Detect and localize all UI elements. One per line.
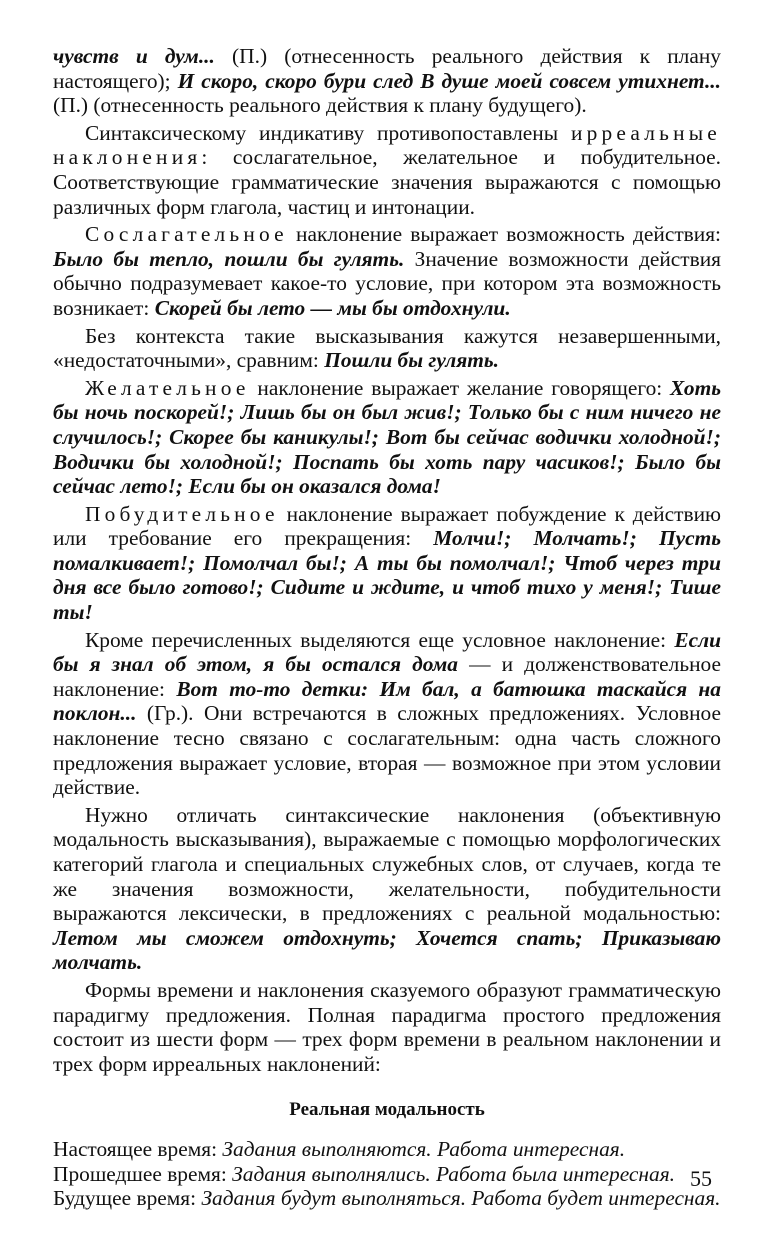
tense-line: [53, 1137, 721, 1162]
paragraph: [53, 628, 721, 800]
example-text: чувств и дум...: [53, 44, 215, 68]
example-text: Если бы я знал об этом, я бы остался дома: [53, 627, 721, 677]
tense-label: Настоящее время:: [53, 1136, 223, 1161]
paragraph: [53, 502, 721, 625]
body-text: наклонение выражает желание говорящего:: [249, 375, 671, 400]
tense-example: Задания выполнялись. Работа была интересная.: [232, 1161, 676, 1186]
body-text: Синтаксическому индикативу противопоставлены: [85, 120, 571, 145]
body-text: Нужно отличать синтаксические наклонения (объективную модальность высказывания), выражаемые с помощью морфологических категорий глагола и специальных служебных слов, от случаев, когда те же значения возможности, желательности, побудительности выражаются лексически, в предложениях с реальной модальностью:: [53, 802, 721, 926]
body-text: : сослагательное, желательное и побудительное. Соответствующие грамматические значения выражаются с помощью различных форм глагола, частиц и интонации.: [53, 145, 721, 219]
body-text: Кроме перечисленных выделяются еще условное наклонение:: [85, 627, 675, 652]
body-text: (П.) (отнесенность реального действия к плану настоящего);: [53, 44, 721, 93]
example-text: Хоть бы ночь поскорей!; Лишь бы он был жив!; Только бы с ним ничего не случилось!; Скорее бы каникулы!; Вот бы сейчас водички холодной!; Водички бы холодной!; Поспать бы хоть пару часиков!; Было бы сейчас лето!; Если бы он оказался дома!: [53, 375, 721, 499]
spaced-term: Побудительное: [85, 501, 279, 526]
body-text: Значение возможности действия обычно подразумевает какое-то условие, при котором эта возможность возникает:: [53, 246, 721, 320]
spaced-term: Желательное: [85, 375, 250, 400]
body-text: наклонение выражает возможность действия:: [287, 222, 721, 247]
tense-line: [53, 1162, 721, 1187]
section-heading: Реальная модальность: [289, 1099, 485, 1121]
example-text: Летом мы сможем отдохнуть; Хочется спать; Приказываю молчать.: [53, 925, 721, 975]
tense-line: [53, 1186, 721, 1211]
paragraphs: [53, 44, 721, 1076]
tense-lines: [53, 1137, 721, 1211]
example-text: Вот то-то детки: Им бал, а батюшка таскайся на поклон...: [53, 676, 722, 726]
body-text: наклонение выражает побуждение к действию или требование его прекращения:: [53, 501, 721, 551]
example-text: Пошли бы гулять.: [324, 348, 499, 373]
example-text: Было бы тепло, пошли бы гулять.: [53, 246, 405, 271]
paragraph: [53, 803, 721, 975]
body-text: Формы времени и наклонения сказуемого образуют грамматическую парадигму предложения. Полная парадигма простого предложения состоит из шести форм — трех форм времени в реальном наклонении и трех форм ирреальных наклонений:: [53, 977, 721, 1076]
tense-example: Задания будут выполняться. Работа будет интересная.: [201, 1186, 721, 1211]
body-text: — и долженствовательное наклонение:: [53, 652, 721, 701]
body-text: (Гр.). Они встречаются в сложных предложениях. Условное наклонение тесно связано с сослагательным: одна часть сложного предложения выражает условие, вторая — возможное при этом условии действие.: [53, 701, 721, 800]
body-text: Без контекста такие высказывания кажутся незавершенными, «недостаточными», сравним:: [53, 323, 721, 373]
paragraph: [53, 121, 721, 219]
spaced-term: Сослагательное: [85, 222, 288, 247]
spaced-term: ирреальные наклонения: [53, 120, 721, 170]
paragraph: [53, 44, 721, 118]
paragraph: [53, 978, 721, 1076]
example-text: И скоро, скоро бури след В душе моей совсем утихнет...: [177, 68, 721, 93]
tense-label: Будущее время:: [53, 1186, 202, 1211]
paragraph: [53, 376, 721, 499]
body-text: (П.) (отнесенность реального действия к плану будущего).: [53, 93, 587, 118]
example-text: Молчи!; Молчать!; Пусть помалкивает!; Помолчал бы!; А ты бы помолчал!; Чтоб через три дня все было готово!; Сидите и ждите, и чтоб тихо у меня!; Тише ты!: [53, 526, 721, 625]
page-body: [53, 44, 721, 1211]
tense-label: Прошедшее время:: [53, 1161, 233, 1186]
paragraph: [53, 324, 721, 373]
paragraph: [53, 222, 721, 320]
example-text: Скорей бы лето — мы бы отдохнули.: [154, 295, 511, 320]
page-number: 55: [690, 1166, 712, 1191]
tense-example: Задания выполняются. Работа интересная.: [222, 1136, 626, 1161]
